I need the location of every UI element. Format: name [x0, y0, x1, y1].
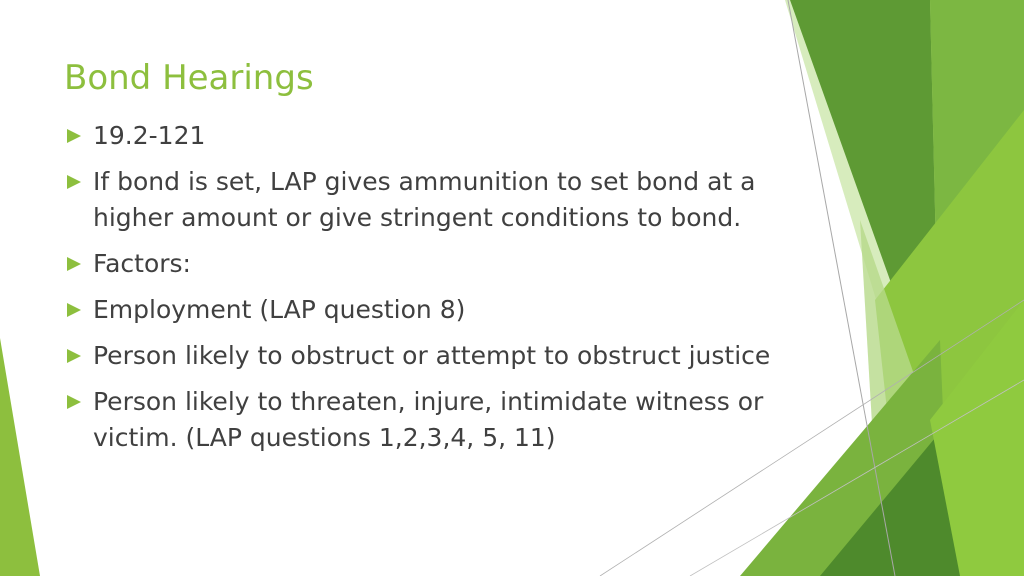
- bullet-arrow-icon: [67, 175, 81, 189]
- bullet-arrow-icon: [67, 303, 81, 317]
- bullet-item: [64, 292, 784, 328]
- bullet-list: [64, 118, 784, 466]
- slide-title: Bond Hearings: [64, 58, 314, 98]
- bullet-text: 19.2-121: [93, 121, 206, 150]
- bullet-arrow-icon: [67, 349, 81, 363]
- bullet-item: [64, 338, 784, 374]
- bullet-text: Person likely to obstruct or attempt to obstruct justice: [93, 341, 771, 370]
- bullet-arrow-icon: [67, 129, 81, 143]
- bullet-text: Person likely to threaten, injure, intimidate witness or victim. (LAP questions 1,2,3,4, 5, 11): [93, 387, 764, 452]
- bullet-text: Employment (LAP question 8): [93, 295, 466, 324]
- bullet-arrow-icon: [67, 395, 81, 409]
- bullet-item: [64, 164, 784, 236]
- bullet-item: [64, 246, 784, 282]
- bullet-text: Factors:: [93, 249, 191, 278]
- bullet-item: [64, 384, 784, 456]
- bullet-item: [64, 118, 784, 154]
- bullet-text: If bond is set, LAP gives ammunition to set bond at a higher amount or give stringent conditions to bond.: [93, 167, 756, 232]
- bullet-arrow-icon: [67, 257, 81, 271]
